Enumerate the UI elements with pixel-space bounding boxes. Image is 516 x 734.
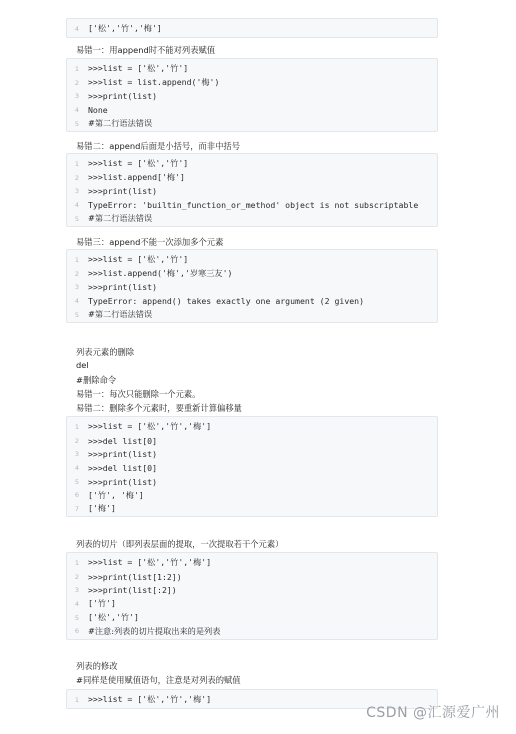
code-line <box>67 267 437 281</box>
code-line <box>67 198 437 212</box>
line-number: 6 <box>74 491 79 500</box>
line-number: 2 <box>74 436 79 445</box>
code-block <box>66 249 438 323</box>
line-number: 2 <box>74 572 79 581</box>
line-number: 1 <box>74 695 79 704</box>
line-number: 2 <box>74 269 79 278</box>
line-number: 1 <box>74 422 79 431</box>
section-title-modify: 列表的修改 <box>76 661 118 671</box>
code-text: >>>list = list.append('梅') <box>88 77 220 88</box>
code-text: ['松','竹'] <box>88 612 139 623</box>
csdn-watermark: CSDN @汇源爱广州 <box>366 705 500 721</box>
code-line <box>67 212 437 226</box>
line-number: 3 <box>74 450 79 459</box>
code-line <box>67 253 437 267</box>
code-comment: #第二行语法错误 <box>88 118 153 129</box>
line-number: 3 <box>74 187 79 196</box>
code-line <box>67 294 437 308</box>
code-text: >>>list = ['松','竹'] <box>88 158 189 169</box>
line-number: 1 <box>74 159 79 168</box>
code-line <box>67 103 437 117</box>
code-text: >>>print(list) <box>88 186 158 197</box>
code-line <box>67 583 437 597</box>
code-text: >>>print(list[:2]) <box>88 585 177 596</box>
code-line <box>67 171 437 185</box>
code-text: >>>list = ['松','竹','梅'] <box>88 557 212 568</box>
code-text: >>>print(list) <box>88 476 158 487</box>
code-line <box>67 461 437 475</box>
line-number: 1 <box>74 558 79 567</box>
line-number: 2 <box>74 78 79 87</box>
code-line <box>67 280 437 294</box>
code-text: >>>list = ['松','竹','梅'] <box>88 421 212 432</box>
code-text: >>>del list[0] <box>88 435 158 446</box>
code-line <box>67 22 437 36</box>
line-number: 4 <box>74 24 79 33</box>
line-number: 2 <box>74 173 79 182</box>
line-number: 3 <box>74 92 79 101</box>
code-text: None <box>88 104 108 115</box>
code-line <box>67 624 437 638</box>
code-comment: #第二行语法错误 <box>88 309 153 320</box>
code-text: >>>list = ['松','竹'] <box>88 254 189 265</box>
code-text: ['竹', '梅'] <box>88 489 144 500</box>
code-line <box>67 502 437 516</box>
code-line <box>67 447 437 461</box>
code-line <box>67 611 437 625</box>
code-line <box>67 597 437 611</box>
code-text: >>>list = ['松','竹'] <box>88 63 189 74</box>
code-line <box>67 475 437 489</box>
code-comment: #第二行语法错误 <box>88 213 153 224</box>
comment-delete-command: #删除命令 <box>76 375 117 385</box>
code-line <box>67 556 437 570</box>
section-title-delete: 列表元素的删除 <box>76 347 135 357</box>
code-text: TypeError: 'builtin_function_or_method' object is not subscriptable <box>88 199 419 210</box>
code-text: ['竹'] <box>88 598 116 609</box>
code-text: ['松','竹','梅'] <box>88 23 162 34</box>
paragraph-del-err2: 易错二：删除多个元素时，要重新计算偏移量 <box>76 403 242 413</box>
code-line <box>67 434 437 448</box>
paragraph-err2: 易错二：append后面是小括号，而非中括号 <box>76 141 240 151</box>
code-text: >>>del list[0] <box>88 462 158 473</box>
line-number: 1 <box>74 64 79 73</box>
code-line <box>67 62 437 76</box>
code-text: >>>print(list) <box>88 282 158 293</box>
line-number: 5 <box>74 477 79 486</box>
line-number: 4 <box>74 296 79 305</box>
line-number: 5 <box>74 613 79 622</box>
code-text: ['梅'] <box>88 503 116 514</box>
line-number: 1 <box>74 255 79 264</box>
code-text: >>>print(list) <box>88 449 158 460</box>
line-number: 3 <box>74 586 79 595</box>
line-number: 4 <box>74 463 79 472</box>
line-number: 4 <box>74 105 79 114</box>
line-number: 4 <box>74 599 79 608</box>
code-text: TypeError: append() takes exactly one argument (2 given) <box>88 295 365 306</box>
code-line <box>67 488 437 502</box>
code-comment: #注意:列表的切片提取出来的是列表 <box>88 625 221 636</box>
code-line <box>67 184 437 198</box>
code-block <box>66 18 438 38</box>
code-line <box>67 157 437 171</box>
line-number: 5 <box>74 310 79 319</box>
code-line <box>67 420 437 434</box>
comment-modify-note: #同样是使用赋值语句，注意是对列表的赋值 <box>76 675 241 685</box>
code-line <box>67 76 437 90</box>
code-text: >>>list.append('梅','岁寒三友') <box>88 268 233 279</box>
code-text: >>>list.append['梅'] <box>88 172 185 183</box>
code-line <box>67 570 437 584</box>
code-line <box>67 117 437 131</box>
line-number: 7 <box>74 504 79 513</box>
code-text: >>>print(list[1:2]) <box>88 571 182 582</box>
code-block <box>66 58 438 132</box>
code-block <box>66 552 438 640</box>
line-number: 3 <box>74 283 79 292</box>
line-number: 5 <box>74 214 79 223</box>
code-text: >>>list = ['松','竹','梅'] <box>88 694 212 705</box>
line-number: 6 <box>74 627 79 636</box>
paragraph-err1: 易错一：用append时不能对列表赋值 <box>76 45 216 55</box>
section-title-slice: 列表的切片（即列表层面的提取，一次提取若干个元素） <box>76 539 284 549</box>
code-line <box>67 308 437 322</box>
code-block <box>66 153 438 227</box>
line-number: 4 <box>74 200 79 209</box>
line-number: 5 <box>74 119 79 128</box>
code-block <box>66 416 438 517</box>
paragraph-err3: 易错三：append不能一次添加多个元素 <box>76 237 224 247</box>
code-line <box>67 89 437 103</box>
keyword-del: del <box>76 360 89 370</box>
code-text: >>>print(list) <box>88 91 158 102</box>
paragraph-del-err1: 易错一：每次只能删除一个元素。 <box>76 389 201 399</box>
